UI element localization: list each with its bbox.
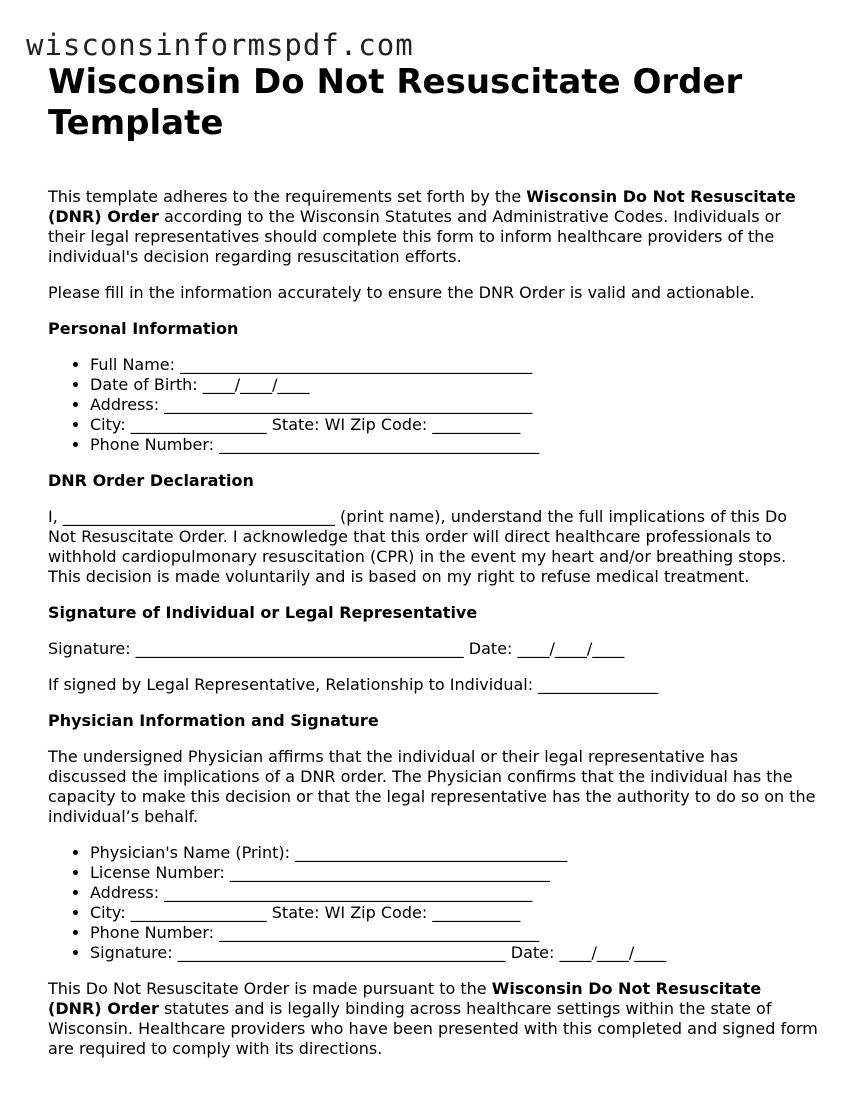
city-state-zip-field[interactable]: • City: _________________ State: WI Zip Code: ___________	[90, 415, 818, 435]
declaration-heading: DNR Order Declaration	[48, 471, 254, 490]
physician-phone-field[interactable]: • Phone Number: ________________________________________	[90, 923, 818, 943]
intro-bold: Wisconsin Do Not Resuscitate (DNR) Order	[48, 187, 796, 226]
intro-text-1: This template adheres to the requirements set forth by the	[48, 187, 527, 206]
physician-heading: Physician Information and Signature	[48, 711, 379, 730]
instruction-paragraph: Please fill in the information accurately to ensure the DNR Order is valid and actionable.	[48, 283, 755, 302]
page-title: Wisconsin Do Not Resuscitate Order Template	[48, 62, 743, 143]
closing-paragraph	[48, 979, 818, 1059]
physician-text: The undersigned Physician affirms that the individual or their legal representative has discussed the implications of a DNR order. The Physician confirms that the individual has the capacity to make this decision or that the legal representative has the authority to do so on the individual’s behalf.	[48, 747, 816, 826]
closing-text-1: This Do Not Resuscitate Order is made pursuant to the	[48, 979, 492, 998]
address-field[interactable]: • Address: ______________________________________________	[90, 395, 818, 415]
signature-date-field[interactable]: Signature: _________________________________________ Date: ____/____/____	[48, 639, 625, 658]
personal-info-heading: Personal Information	[48, 319, 239, 338]
license-number-field[interactable]: • License Number: ________________________________________	[90, 863, 818, 883]
date-of-birth-field[interactable]: • Date of Birth: ____/____/____	[90, 375, 818, 395]
physician-info-list	[48, 843, 818, 963]
phone-number-field[interactable]: • Phone Number: ________________________________________	[90, 435, 818, 455]
physician-city-state-zip-field[interactable]: • City: _________________ State: WI Zip Code: ___________	[90, 903, 818, 923]
full-name-field[interactable]: • Full Name: ____________________________________________	[90, 355, 818, 375]
physician-signature-field[interactable]: • Signature: _________________________________________ Date: ____/____/____	[90, 943, 818, 963]
physician-address-field[interactable]: • Address: ______________________________________________	[90, 883, 818, 903]
physician-name-field[interactable]: • Physician's Name (Print): __________________________________	[90, 843, 818, 863]
signature-heading: Signature of Individual or Legal Representative	[48, 603, 478, 622]
declaration-text: I, __________________________________ (print name), understand the full implications of this Do Not Resuscitate Order. I acknowledge that this order will direct healthcare professionals to withhold cardiopulmonary resuscitation (CPR) in the event my heart and/or breathing stops. This decision is made voluntarily and is based on my right to refuse medical treatment.	[48, 507, 788, 586]
relationship-field[interactable]: If signed by Legal Representative, Relationship to Individual: _______________	[48, 675, 659, 694]
intro-text-2: according to the Wisconsin Statutes and Administrative Codes. Individuals or their legal representatives should complete this form to inform healthcare providers of the individual's decision regarding resuscitation efforts.	[48, 207, 782, 266]
document-body	[48, 62, 818, 1059]
closing-bold: Wisconsin Do Not Resuscitate (DNR) Order	[48, 979, 762, 1018]
personal-info-list	[48, 355, 818, 455]
closing-text-2: statutes and is legally binding across healthcare settings within the state of Wisconsin. Healthcare providers who have been presented with this completed and signed form are required to comply with its directions.	[48, 999, 818, 1058]
watermark: wisconsinformspdf.com	[26, 28, 414, 62]
intro-paragraph	[48, 187, 818, 267]
